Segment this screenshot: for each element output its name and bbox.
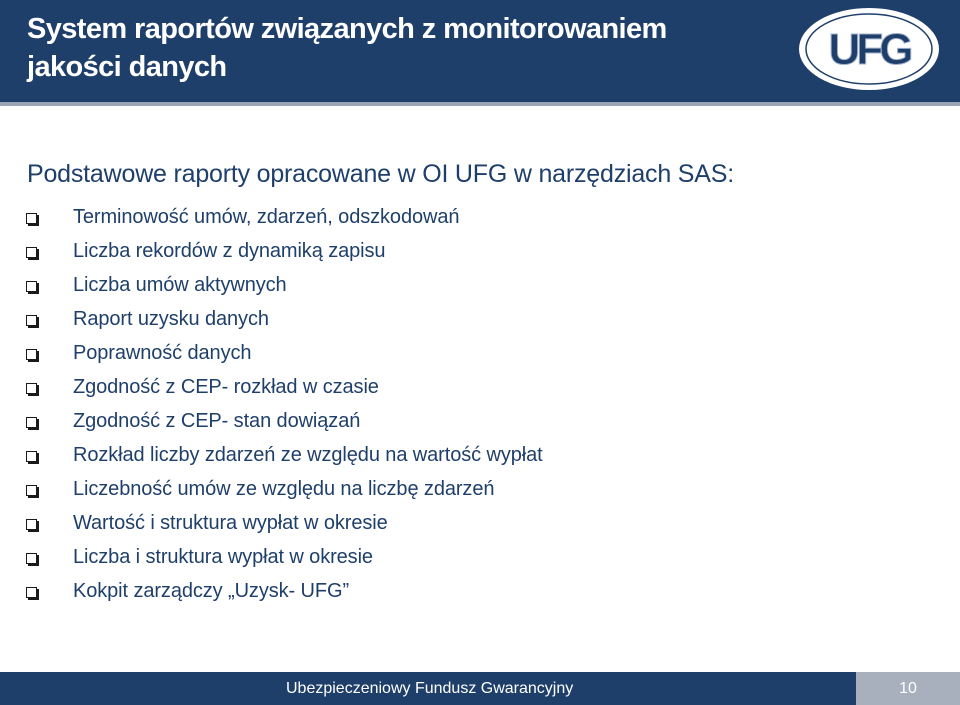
checkbox-bullet-icon <box>26 417 37 428</box>
footer-page-box <box>856 672 960 705</box>
page-number: 10 <box>899 680 917 697</box>
ufg-logo-text: UFG <box>828 25 910 74</box>
list-item-text: Zgodność z CEP- stan dowiązań <box>73 410 361 432</box>
checkbox-bullet-icon <box>26 519 37 530</box>
ufg-logo <box>797 6 941 92</box>
checkbox-bullet-icon <box>26 247 37 258</box>
page-title <box>27 10 767 86</box>
checkbox-bullet-icon <box>26 553 37 564</box>
list-item-text: Rozkład liczby zdarzeń ze względu na wartość wypłat <box>73 444 543 466</box>
header-bar <box>0 0 960 102</box>
checkbox-bullet-icon <box>26 349 37 360</box>
footer-main <box>0 672 856 705</box>
checkbox-bullet-icon <box>26 213 37 224</box>
list-item-text: Terminowość umów, zdarzeń, odszkodowań <box>73 206 460 228</box>
checkbox-bullet-icon <box>26 587 37 598</box>
header-divider <box>0 102 960 106</box>
footer-bar <box>0 672 960 705</box>
page-title-line-1: System raportów związanych z monitorowaniem <box>27 13 667 45</box>
section-subtitle: Podstawowe raporty opracowane w OI UFG w narzędziach SAS: <box>27 160 734 188</box>
list-item-text: Liczebność umów ze względu na liczbę zdarzeń <box>73 478 495 500</box>
list-item-text: Kokpit zarządczy „Uzysk- UFG” <box>73 580 350 602</box>
checkbox-bullet-icon <box>26 383 37 394</box>
footer-organization: Ubezpieczeniowy Fundusz Gwarancyjny <box>286 680 574 697</box>
list-item-text: Poprawność danych <box>73 342 252 364</box>
list-item-text: Liczba umów aktywnych <box>73 274 287 296</box>
list-item-text: Zgodność z CEP- rozkład w czasie <box>73 376 379 398</box>
page-title-line-2: jakości danych <box>27 51 227 83</box>
checkbox-bullet-icon <box>26 281 37 292</box>
list-item-text: Liczba i struktura wypłat w okresie <box>73 546 373 568</box>
checkbox-bullet-icon <box>26 315 37 326</box>
checkbox-bullet-icon <box>26 451 37 462</box>
list-item-text: Raport uzysku danych <box>73 308 269 330</box>
checkbox-bullet-icon <box>26 485 37 496</box>
list-item-text: Wartość i struktura wypłat w okresie <box>73 512 388 534</box>
list-item-text: Liczba rekordów z dynamiką zapisu <box>73 240 386 262</box>
